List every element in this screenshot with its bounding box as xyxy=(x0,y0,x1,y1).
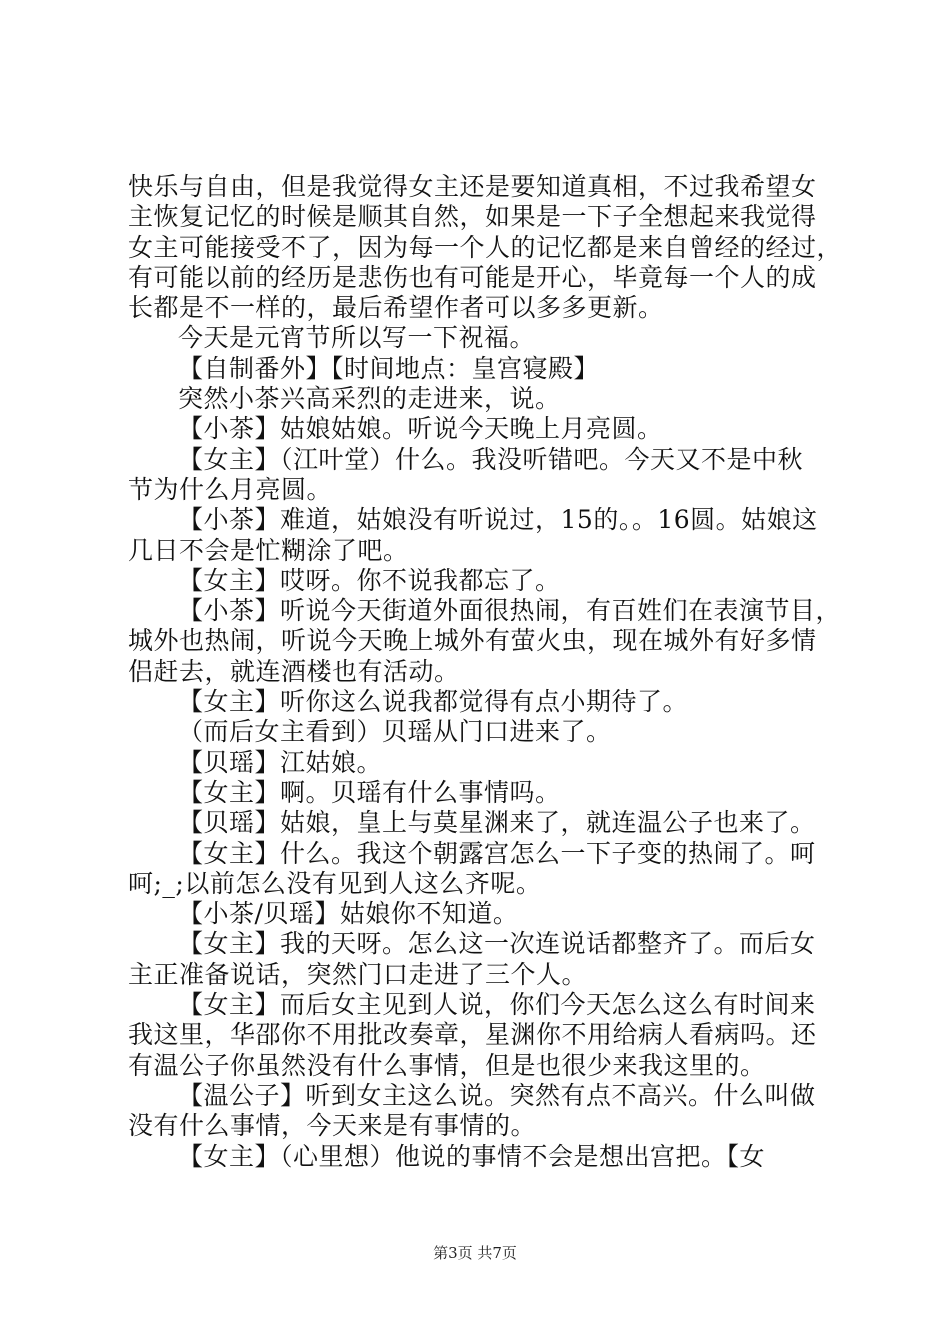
text-line: 节为什么月亮圆。 xyxy=(128,474,333,504)
text-line: 女主可能接受不了，因为每一个人的记忆都是来自曾经的经过， xyxy=(128,232,843,262)
text-line: 【女主】听你这么说我都觉得有点小期待了。 xyxy=(178,687,689,717)
text-line: 【小茶/贝瑶】姑娘你不知道。 xyxy=(178,899,519,929)
text-line: 快乐与自由，但是我觉得女主还是要知道真相，不过我希望女 xyxy=(128,172,817,201)
text-line: 【女主】我的天呀。怎么这一次连说话都整齐了。而后女 xyxy=(178,929,816,959)
text-line: 【小茶】姑娘姑娘。听说今天晚上月亮圆。 xyxy=(178,414,663,444)
text-line: 有温公子你虽然没有什么事情，但是也很少来我这里的。 xyxy=(128,1050,766,1080)
text-line: 侣赶去，就连酒楼也有活动。 xyxy=(128,656,460,686)
text-line: 主恢复记忆的时候是顺其自然，如果是一下子全想起来我觉得 xyxy=(128,202,817,232)
text-line: 有可能以前的经历是悲伤也有可能是开心，毕竟每一个人的成 xyxy=(128,262,817,292)
text-line: 今天是元宵节所以写一下祝福。 xyxy=(178,323,536,353)
text-line: 【女主】（心里想）他说的事情不会是想出宫把。【女 xyxy=(178,1141,766,1171)
text-line: 【小茶】听说今天街道外面很热闹，有百姓们在表演节目， xyxy=(178,596,842,626)
text-line: 几日不会是忙糊涂了吧。 xyxy=(128,535,409,565)
text-line: 【女主】而后女主见到人说，你们今天怎么这么有时间来 xyxy=(178,990,816,1020)
text-line: 【女主】什么。我这个朝露宫怎么一下子变的热闹了。呵 xyxy=(178,838,816,868)
text-line: 【贝瑶】姑娘，皇上与莫星渊来了，就连温公子也来了。 xyxy=(178,808,816,838)
text-line: （而后女主看到）贝瑶从门口进来了。 xyxy=(178,717,612,747)
text-line: 没有什么事情，今天来是有事情的。 xyxy=(128,1111,537,1141)
page-footer: 第3页 共7页 xyxy=(433,1244,517,1262)
text-line: 【小茶】难道，姑娘没有听说过，15的。。16圆。姑娘这 xyxy=(178,505,818,535)
body-text xyxy=(128,172,843,1172)
text-line: 突然小茶兴高采烈的走进来，说。 xyxy=(178,384,561,414)
text-line: 长都是不一样的，最后希望作者可以多多更新。 xyxy=(128,293,664,323)
text-line: 【自制番外】【时间地点：皇宫寝殿】 xyxy=(178,353,600,383)
text-line: 【女主】啊。贝瑶有什么事情吗。 xyxy=(178,777,561,807)
text-line: 我这里，华邵你不用批改奏章，星渊你不用给病人看病吗。还 xyxy=(128,1020,817,1050)
text-line: 城外也热闹，听说今天晚上城外有萤火虫，现在城外有好多情 xyxy=(128,626,817,656)
text-line: 【女主】（江叶堂）什么。我没听错吧。今天又不是中秋 xyxy=(178,444,804,474)
text-line: 【女主】哎呀。你不说我都忘了。 xyxy=(178,565,561,595)
text-line: 【贝瑶】江姑娘。 xyxy=(178,747,383,777)
text-line: 主正准备说话，突然门口走进了三个人。 xyxy=(128,959,588,989)
text-line: 呵;_;以前怎么没有见到人这么齐呢。 xyxy=(128,868,542,898)
text-line: 【温公子】听到女主这么说。突然有点不高兴。什么叫做 xyxy=(178,1080,816,1110)
